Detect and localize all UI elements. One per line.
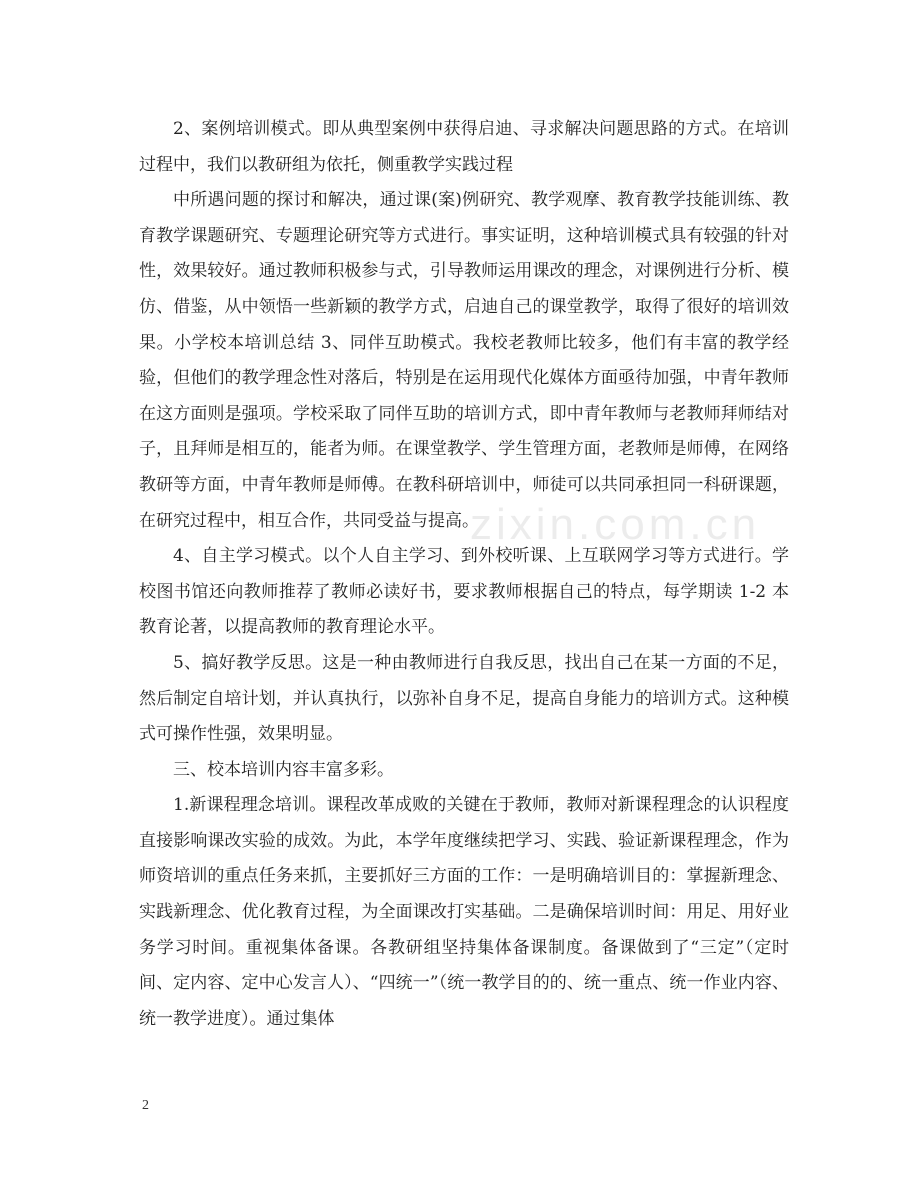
section-heading-content: 三、校本培训内容丰富多彩。: [173, 759, 394, 780]
paragraph-peer-mentoring: 中所遇问题的探讨和解决，通过课(案)例研究、教学观摩、教育教学技能训练、教育教学课题研究、专题理论研究等方式进行。事实证明，这种培训模式具有较强的针对性，效果较好。通过教师积极参与式，引导教师运用课改的理念，对课例进行分析、模仿、借鉴，从中领悟一些新颖的教学方式，启迪自己的课堂教学，取得了很好的培训效果。小学校本培训总结 3、同伴互助模式。我校老教师比较多，他们有丰富的教学经验，但他们的教学理念性对落后，特别是在运用现代化媒体方面亟待加强，中青年教师在这方面则是强项。学校采取了同伴互助的培训方式，即中青年教师与老教师拜师结对子，且拜师是相互的，能者为师。在课堂教学、学生管理方面，老教师是师傅，在网络教研等方面，中青年教师是师傅。在教科研培训中，师徒可以共同承担同一科研课题，在研究过程中，相互合作，共同受益与提高。: [139, 190, 789, 531]
document-body: [139, 112, 789, 1037]
paragraph-case-training: 2、案例培训模式。即从典型案例中获得启迪、寻求解决问题思路的方式。在培训过程中，我们以教研组为依托，侧重教学实践过程: [139, 119, 789, 175]
paragraph-self-study: 4、自主学习模式。以个人自主学习、到外校听课、上互联网学习等方式进行。学校图书馆还向教师推荐了教师必读好书，要求教师根据自己的特点，每学期读 1-2 本教育论著，以提高教师的教育理论水平。: [139, 546, 789, 638]
paragraph-reflection: 5、搞好教学反思。这是一种由教师进行自我反思，找出自己在某一方面的不足，然后制定自培计划，并认真执行，以弥补自身不足，提高自身能力的培训方式。这种模式可操作性强，效果明显。: [139, 652, 789, 745]
watermark: zixin.com.cn: [470, 500, 761, 549]
page-number: 2: [142, 1098, 149, 1113]
paragraph-new-curriculum: 1.新课程理念培训。课程改革成败的关键在于教师，教师对新课程理念的认识程度直接影响课改实验的成效。为此，本学年度继续把学习、实践、验证新课程理念，作为师资培训的重点任务来抓，主要抓好三方面的工作：一是明确培训目的：掌握新理念、实践新理念、优化教育过程，为全面课改打实基础。二是确保培训时间：用足、用好业务学习时间。重视集体备课。各教研组坚持集体备课制度。备课做到了“三定”（定时间、定内容、定中心发言人）、“四统一”（统一教学目的的、统一重点、统一作业内容、统一教学进度）。通过集体: [139, 795, 789, 1029]
